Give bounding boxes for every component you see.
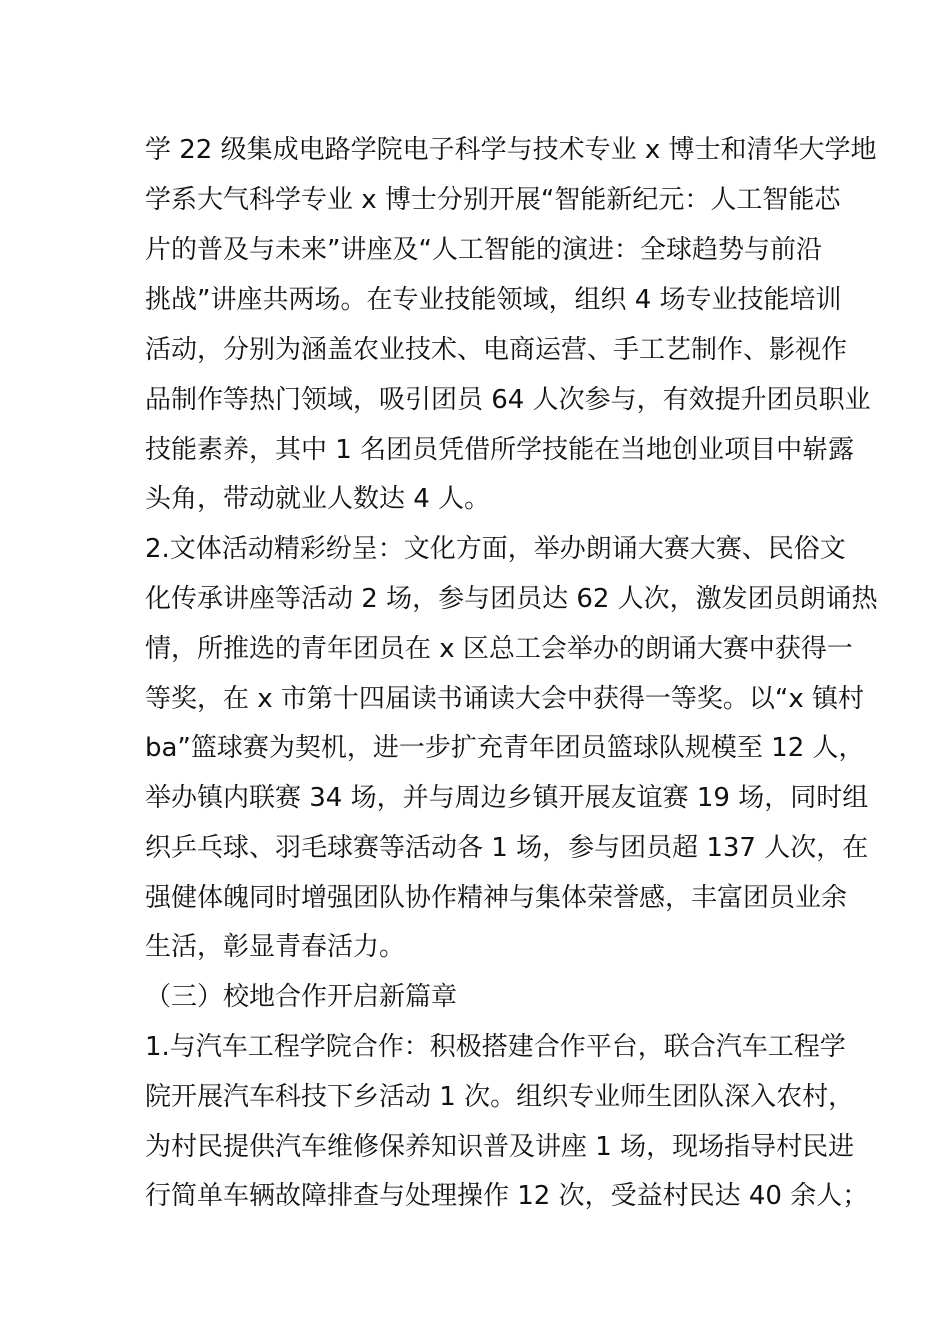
section-item-2: 2.文体活动精彩纷呈：文化方面，举办朗诵大赛大赛、民俗文 — [145, 534, 846, 564]
body-text-line: 挑战”讲座共两场。在专业技能领域，组织 4 场专业技能培训 — [145, 285, 842, 315]
section-heading: （三）校地合作开启新篇章 — [145, 982, 458, 1012]
body-text-line: 化传承讲座等活动 2 场，参与团员达 62 人次，激发团员朗诵热 — [145, 584, 878, 614]
body-text-line: ba”篮球赛为契机，进一步扩充青年团员篮球队规模至 12 人， — [145, 733, 865, 763]
body-text-line: 学 22 级集成电路学院电子科学与技术专业 x 博士和清华大学地 — [145, 135, 877, 165]
body-text-line: 学系大气科学专业 x 博士分别开展“智能新纪元：人工智能芯 — [145, 185, 841, 215]
body-text-line: 品制作等热门领域，吸引团员 64 人次参与，有效提升团员职业 — [145, 385, 871, 415]
section-item-1: 1.与汽车工程学院合作：积极搭建合作平台，联合汽车工程学 — [145, 1032, 846, 1062]
body-text-line: 院开展汽车科技下乡活动 1 次。组织专业师生团队深入农村， — [145, 1082, 855, 1112]
body-text-line: 头角，带动就业人数达 4 人。 — [145, 484, 491, 514]
body-text-line: 片的普及与未来”讲座及“人工智能的演进：全球趋势与前沿 — [145, 235, 822, 265]
body-text-line: 织乒乓球、羽毛球赛等活动各 1 场，参与团员超 137 人次，在 — [145, 833, 869, 863]
body-text-line: 生活，彰显青春活力。 — [145, 932, 406, 962]
body-text-line: 活动，分别为涵盖农业技术、电商运营、手工艺制作、影视作 — [145, 335, 848, 365]
body-text-line: 情，所推选的青年团员在 x 区总工会举办的朗诵大赛中获得一 — [145, 634, 853, 664]
body-text-line: 为村民提供汽车维修保养知识普及讲座 1 场，现场指导村民进 — [145, 1132, 855, 1162]
body-text-line: 举办镇内联赛 34 场，并与周边乡镇开展友谊赛 19 场，同时组 — [145, 783, 869, 813]
body-text-line: 行简单车辆故障排查与处理操作 12 次，受益村民达 40 余人； — [145, 1181, 869, 1211]
body-text-line: 等奖，在 x 市第十四届读书诵读大会中获得一等奖。以“x 镇村 — [145, 684, 865, 714]
body-text-line: 技能素养，其中 1 名团员凭借所学技能在当地创业项目中崭露 — [145, 435, 855, 465]
body-text-line: 强健体魄同时增强团队协作精神与集体荣誉感，丰富团员业余 — [145, 883, 848, 913]
